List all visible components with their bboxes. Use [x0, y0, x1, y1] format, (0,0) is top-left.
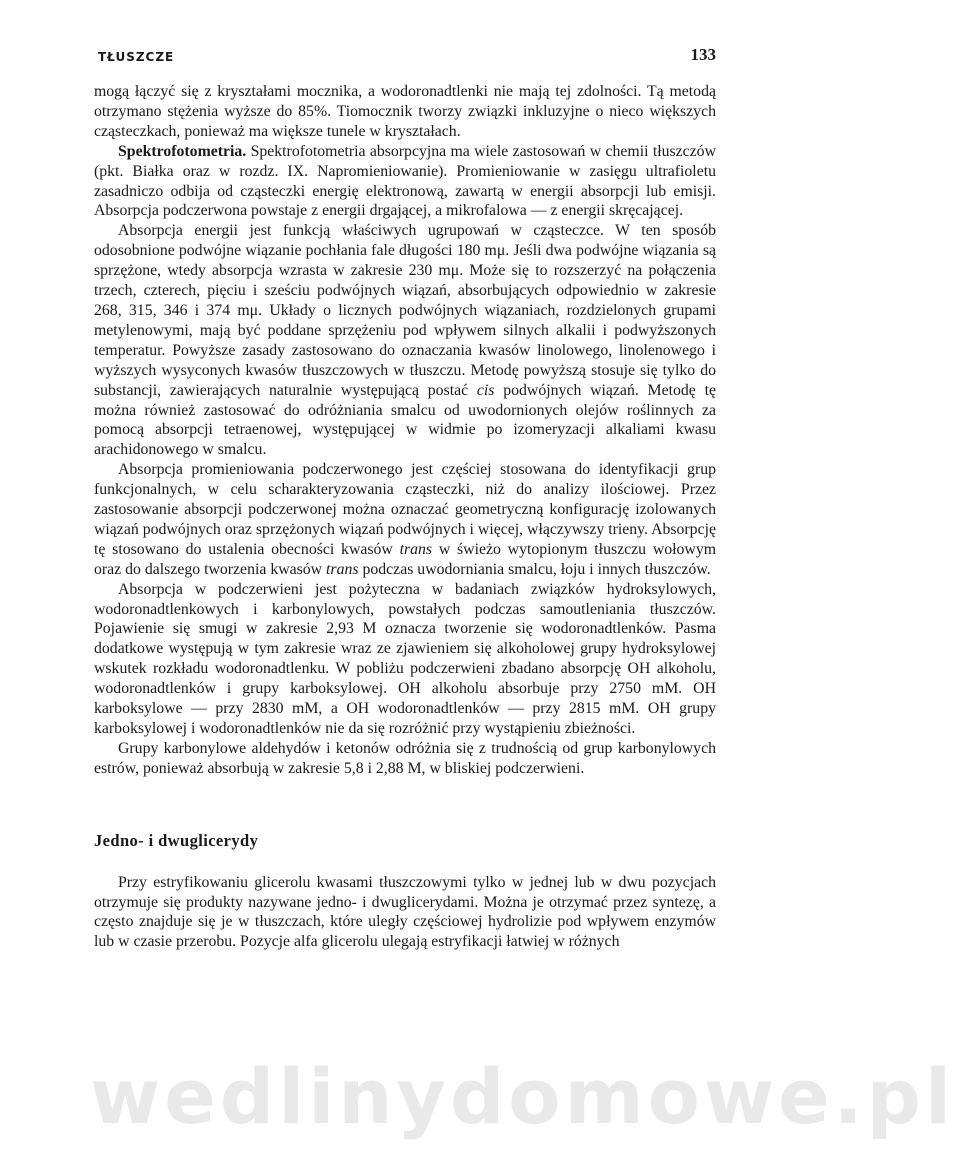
paragraph-section: Przy estryfikowaniu glicerolu kwasami tłuszczowymi tylko w jednej lub w dwu pozycjach otrzymuje się produkty nazywane jedno- i dwuglicerydami. Można je otrzymać przez syntezę, a często znajduje się je w tłuszczach, które uległy częściowej hydrolizie pod wpływem enzymów lub w czasie przerobu. Pozycje alfa glicerolu ulegają estryfikacji łatwiej w różnych — [94, 873, 716, 951]
paragraph-text: podczas uwodorniania smalcu, łoju i innych tłuszczów. — [358, 560, 711, 578]
paragraph-podczerwone — [94, 460, 716, 579]
paragraph-spektrofotometria — [94, 142, 716, 222]
page-content — [94, 82, 716, 952]
paragraph-text: w świeżo wytopionym tłuszczu wołowym oraz do dalszego tworzenia kwasów — [94, 540, 717, 578]
paragraph-podczerwieni: Absorpcja w podczerwieni jest pożyteczna w badaniach związków hydroksylowych, wodoronadtlenkowych i karbonylowych, powstałych podczas samoutleniania tłuszczów. Pojawienie się smugi w zakresie 2,93 M oznacza tworzenie się wodoronadtlenków. Pasma dodatkowe występują w tym zakresie wraz ze zjawieniem się alkoholowej grupy hydroksylowej wskutek rozkładu wodoronadtlenku. W pobliżu podczerwieni zbadano absorpcję OH alkoholu, wodoronadtlenków i grupy karboksylowej. OH alkoholu absorbuje przy 2750 mM. OH karboksylowe — przy 2830 mM, a OH wodoronadtlenków — przy 2815 mM. OH grupy karboksylowej i wodoronadtlenków nie da się rozróżnić przy wystąpieniu zbieżności. — [94, 580, 716, 737]
section-heading: Jedno- i dwuglicerydy — [94, 830, 259, 850]
paragraph-karbonylowe: Grupy karbonylowe aldehydów i ketonów odróżnia się z trudnością od grup karbonylowych estrów, ponieważ absorbują w zakresie 5,8 i 2,88 M, w bliskiej podczerwieni. — [94, 739, 716, 777]
italic-term: trans — [399, 540, 433, 558]
italic-term: cis — [476, 381, 495, 399]
italic-term: trans — [326, 560, 359, 578]
run-in-heading: Spektrofotometria. — [118, 142, 247, 160]
paragraph-text: Absorpcja promieniowania podczerwonego jest częściej stosowana do identyfikacji grup funkcjonalnych, w celu scharakteryzowania cząsteczki, niż do analizy ilościowej. Przez zastosowanie absorpcji podczerwonej można oznaczać geometryczną konfigurację izolowanych wiązań podwójnych oraz sprzężonych wiązań podwójnych i więcej, włączywszy trieny. Absorpcję tę stosowano do ustalenia obecności kwasów — [94, 461, 716, 558]
watermark: wedlinydomowe.pl — [90, 1052, 955, 1141]
paragraph-text: podwójnych wiązań. Metodę tę można również zastosować do odróżniania smalcu od uwodornionych olejów roślinnych za pomocą absorpcji tetraenowej, występującej w widmie po izomeryzacji alkaliami kwasu arachidonowego w smalcu. — [94, 381, 716, 459]
running-head: TŁUSZCZE — [98, 50, 175, 64]
page-number: 133 — [690, 45, 716, 64]
paragraph-continued: mogą łączyć się z kryształami mocznika, a wodoronadtlenki nie mają tej zdolności. Tą metodą otrzymano stężenia wyższe do 85%. Tiomocznik tworzy związki inkluzyjne o nieco większych cząsteczkach, ponieważ ma większe tunele w kryształach. — [94, 83, 716, 140]
paragraph-text: Absorpcja energii jest funkcją właściwych ugrupowań w cząsteczce. W ten sposób odosobnione podwójne wiązanie pochłania fale długości 180 mμ. Jeśli dwa podwójne wiązania są sprzężone, wtedy absorpcja wzrasta w zakresie 230 mμ. Może się to rozszerzyć na połączenia trzech, czterech, pięciu i sześciu podwójnych wiązań, absorbujących odpowiednio w zakresie 268, 315, 346 i 374 mμ. Układy o licznych podwójnych wiązaniach, rozdzielonych grupami metylenowymi, mają być poddane sprzężeniu pod wpływem silnych alkalii i podwyższonych temperatur. Powyższe zasady zastosowano do oznaczania kwasów linolowego, linolenowego i wyższych wysyconych kwasów tłuszczowych w tłuszczu. Metodę powyższą stosuje się tylko do substancji, zawierających naturalnie występującą postać — [94, 222, 716, 399]
paragraph-text: Spektrofotometria absorpcyjna ma wiele zastosowań w chemii tłuszczów (pkt. Białka oraz w rozdz. IX. Napromieniowanie). Promieniowanie w zasięgu ultrafioletu zasadniczo odbija od cząsteczki energię elektronową, zawartą w energii absorpcji lub emisji. Absorpcja podczerwona powstaje z energii drgającej, a mikrofalowa — z energii skręcającej. — [94, 142, 716, 220]
paragraph-absorpcja-energii — [94, 221, 716, 460]
